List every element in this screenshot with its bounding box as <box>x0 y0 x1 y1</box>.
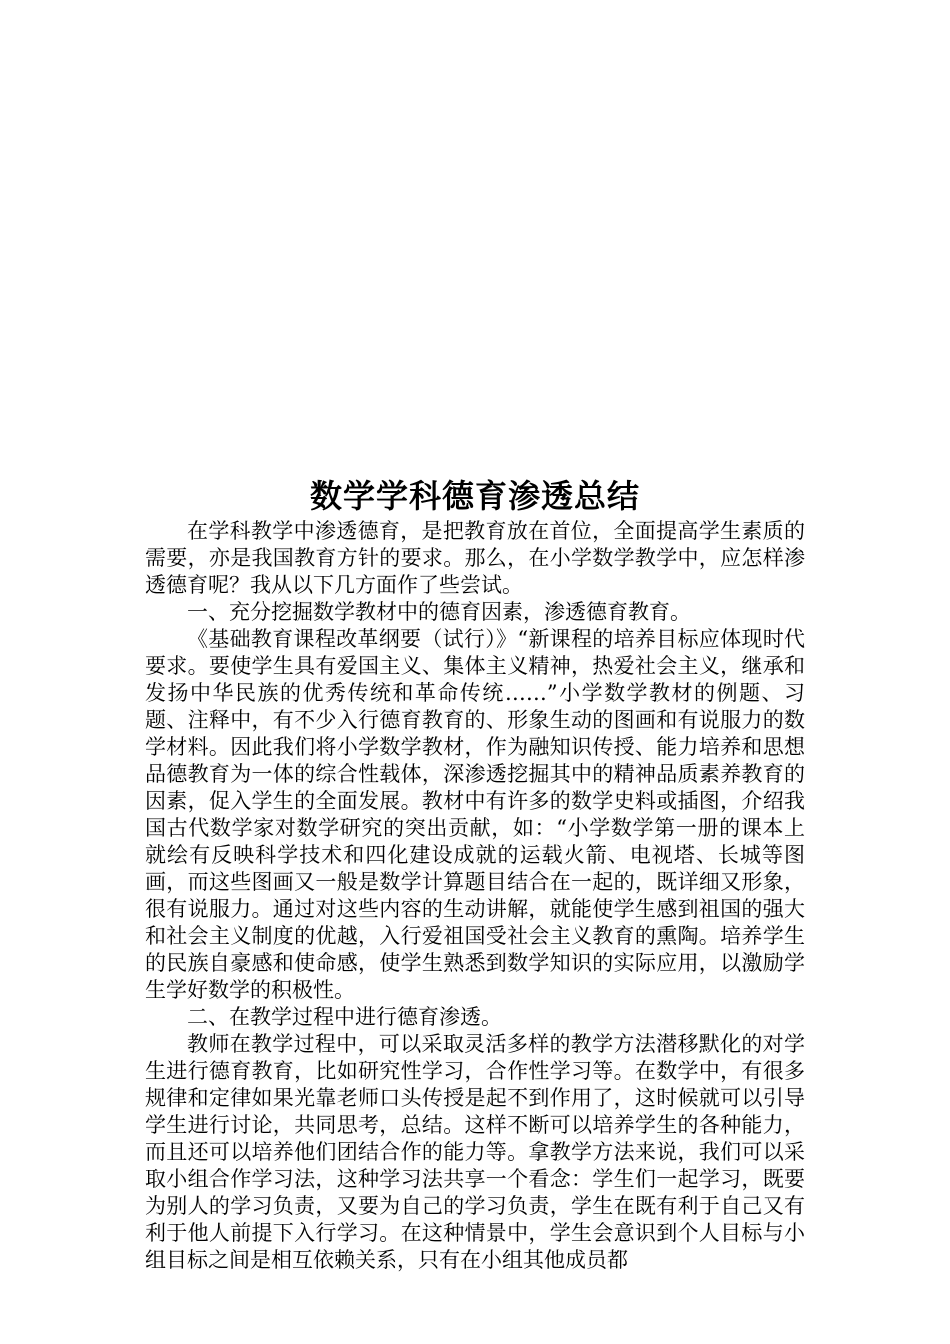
document-body <box>145 518 805 1274</box>
section-heading-2: 二、在教学过程中进行德育渗透。 <box>187 1005 502 1029</box>
document-title: 数学学科德育渗透总结 <box>309 477 640 515</box>
paragraph-intro: 在学科教学中渗透德育，是把教育放在首位，全面提高学生素质的需要，亦是我国教育方针的要求。那么，在小学数学教学中，应怎样渗透德育呢？我从以下几方面作了些尝试。 <box>145 519 805 597</box>
paragraph-section-1: 《基础教育课程改革纲要（试行）》“新课程的培养目标应体现时代要求。要使学生具有爱国主义、集体主义精神，热爱社会主义，继承和发扬中华民族的优秀传统和革命传统……”小学数学教材的例题、习题、注释中，有不少入行德育教育的、形象生动的图画和有说服力的数学材料。因此我们将小学数学教材，作为融知识传授、能力培养和思想品德教育为一体的综合性载体，深渗透挖掘其中的精神品质素养教育的因素，促入学生的全面发展。教材中有许多的数学史料或插图，介绍我国古代数学家对数学研究的突出贡献，如：“小学数学第一册的课本上就绘有反映科学技术和四化建设成就的运载火箭、电视塔、长城等图画，而这些图画又一般是数学计算题目结合在一起的，既详细又形象，很有说服力。通过对这些内容的生动讲解，就能使学生感到祖国的强大和社会主义制度的优越，入行爱祖国受社会主义教育的熏陶。培养学生的民族自豪感和使命感，使学生熟悉到数学知识的实际应用，以激励学生学好数学的积极性。 <box>145 627 805 1002</box>
paragraph-section-2: 教师在教学过程中，可以采取灵活多样的教学方法潜移默化的对学生进行德育教育，比如研究性学习，合作性学习等。在数学中，有很多规律和定律如果光靠老师口头传授是起不到作用了，这时候就可以引导学生进行讨论，共同思考，总结。这样不断可以培养学生的各种能力，而且还可以培养他们团结合作的能力等。拿教学方法来说，我们可以采取小组合作学习法，这种学习法共享一个看念：学生们一起学习，既要为别人的学习负责，又要为自己的学习负责，学生在既有利于自己又有利于他人前提下入行学习。在这种情景中，学生会意识到个人目标与小组目标之间是相互依赖关系，只有在小组其他成员都 <box>145 1032 805 1272</box>
section-heading-1: 一、充分挖掘数学教材中的德育因素，渗透德育教育。 <box>187 600 691 624</box>
